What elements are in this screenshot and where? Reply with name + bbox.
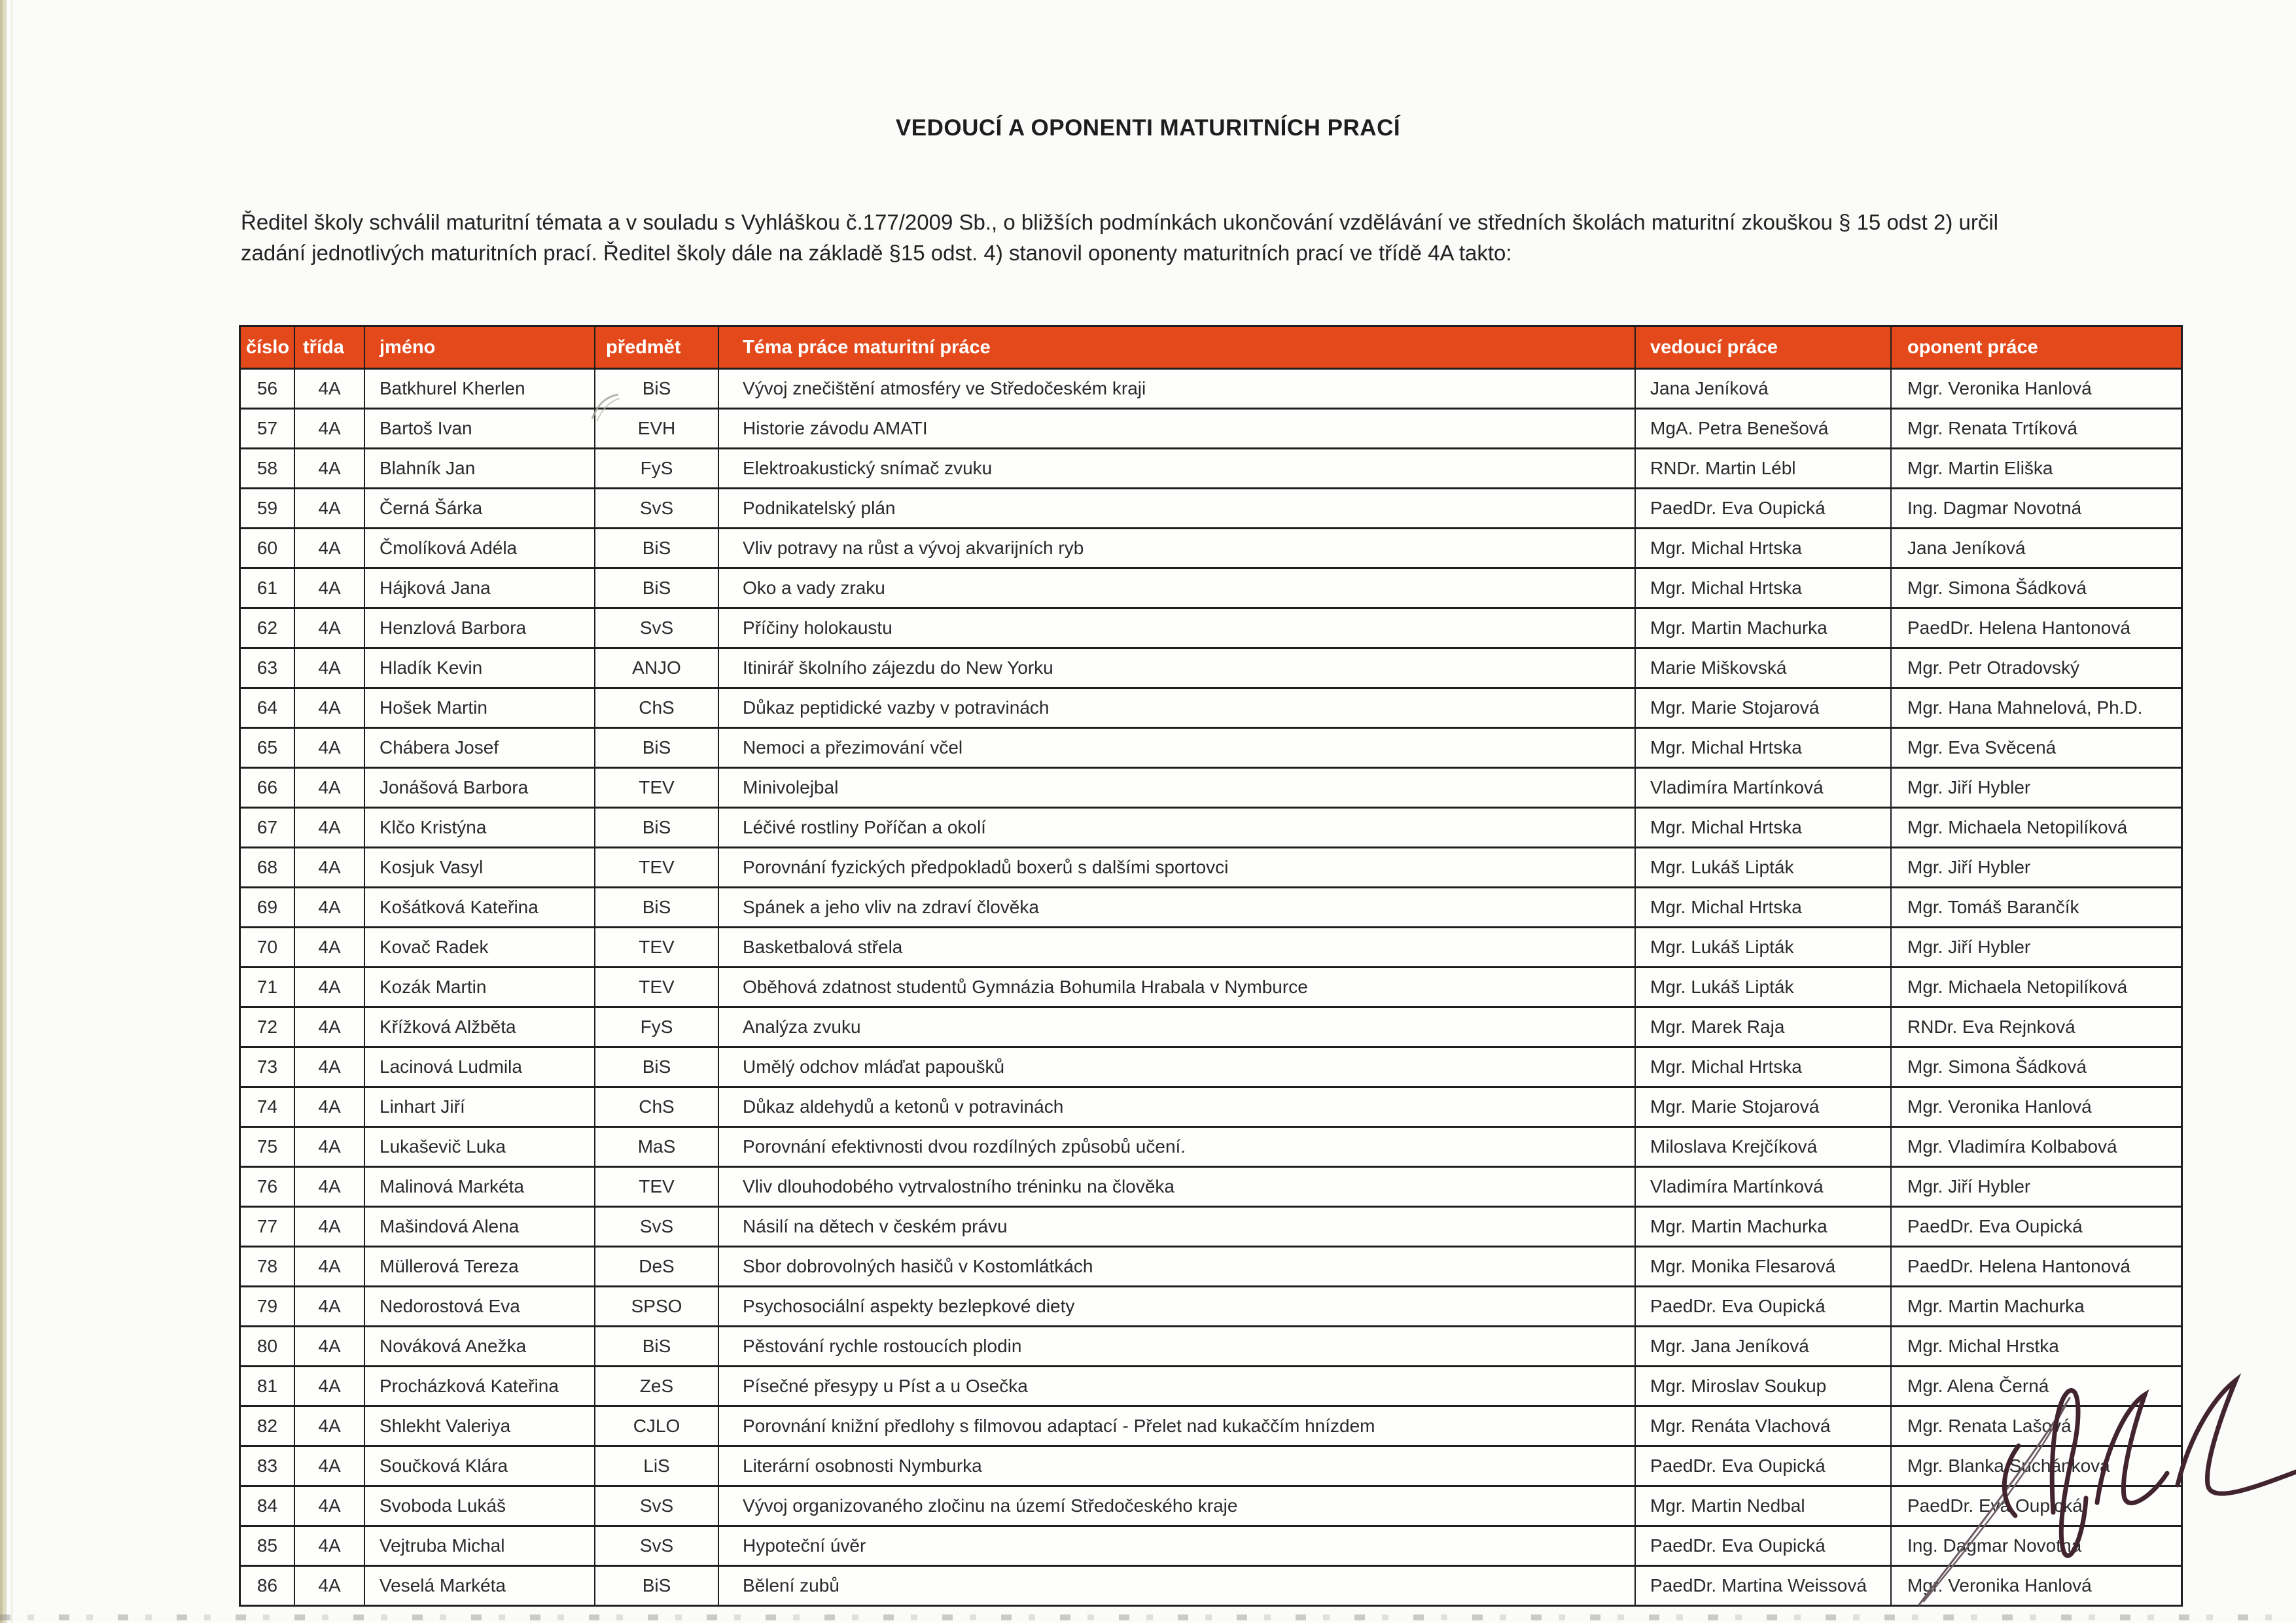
table-row <box>240 888 2182 928</box>
cell-class: 4A <box>294 1047 364 1087</box>
cell-class: 4A <box>294 1446 364 1486</box>
cell-topic: Basketbalová střela <box>718 928 1635 968</box>
cell-supervisor: Mgr. Michal Hrtska <box>1635 568 1891 608</box>
cell-class: 4A <box>294 529 364 568</box>
cell-num: 66 <box>240 768 295 808</box>
cell-supervisor: PaedDr. Martina Weissová <box>1635 1566 1891 1606</box>
cell-topic: Vývoj organizovaného zločinu na území Středočeského kraje <box>718 1486 1635 1526</box>
cell-subject: BiS <box>595 808 718 848</box>
cell-supervisor: Mgr. Martin Machurka <box>1635 608 1891 648</box>
cell-name: Hošek Martin <box>364 688 595 728</box>
cell-name: Batkhurel Kherlen <box>364 369 595 409</box>
cell-supervisor: Mgr. Marie Stojarová <box>1635 688 1891 728</box>
cell-name: Černá Šárka <box>364 489 595 529</box>
cell-supervisor: Miloslava Krejčíková <box>1635 1127 1891 1167</box>
cell-name: Linhart Jiří <box>364 1087 595 1127</box>
cell-num: 74 <box>240 1087 295 1127</box>
cell-topic: Sbor dobrovolných hasičů v Kostomlátkách <box>718 1247 1635 1287</box>
cell-name: Vejtruba Michal <box>364 1526 595 1566</box>
cell-num: 65 <box>240 728 295 768</box>
cell-supervisor: Vladimíra Martínková <box>1635 1167 1891 1207</box>
cell-subject: MaS <box>595 1127 718 1167</box>
cell-supervisor: Mgr. Marie Stojarová <box>1635 1087 1891 1127</box>
cell-opponent: Mgr. Jiří Hybler <box>1891 1167 2182 1207</box>
table-row <box>240 489 2182 529</box>
table-row <box>240 1087 2182 1127</box>
cell-name: Müllerová Tereza <box>364 1247 595 1287</box>
cell-opponent: Jana Jeníková <box>1891 529 2182 568</box>
cell-name: Nedorostová Eva <box>364 1287 595 1327</box>
cell-class: 4A <box>294 369 364 409</box>
cell-class: 4A <box>294 768 364 808</box>
cell-supervisor: Mgr. Lukáš Lipták <box>1635 968 1891 1007</box>
cell-name: Klčo Kristýna <box>364 808 595 848</box>
cell-topic: Porovnání efektivnosti dvou rozdílných způsobů učení. <box>718 1127 1635 1167</box>
cell-name: Procházková Kateřina <box>364 1367 595 1406</box>
cell-opponent: Mgr. Jiří Hybler <box>1891 848 2182 888</box>
cell-opponent: Mgr. Michaela Netopilíková <box>1891 808 2182 848</box>
cell-class: 4A <box>294 1526 364 1566</box>
column-header-topic: Téma práce maturitní práce <box>718 326 1635 369</box>
cell-supervisor: Mgr. Michal Hrtska <box>1635 728 1891 768</box>
cell-num: 64 <box>240 688 295 728</box>
cell-supervisor: Mgr. Lukáš Lipták <box>1635 928 1891 968</box>
table-row <box>240 688 2182 728</box>
cell-opponent: Ing. Dagmar Novotná <box>1891 489 2182 529</box>
table-row <box>240 409 2182 449</box>
cell-topic: Psychosociální aspekty bezlepkové diety <box>718 1287 1635 1327</box>
cell-supervisor: MgA. Petra Benešová <box>1635 409 1891 449</box>
cell-opponent: Mgr. Renata Trtíková <box>1891 409 2182 449</box>
table-row <box>240 968 2182 1007</box>
cell-num: 57 <box>240 409 295 449</box>
cell-topic: Podnikatelský plán <box>718 489 1635 529</box>
cell-subject: LiS <box>595 1446 718 1486</box>
cell-name: Veselá Markéta <box>364 1566 595 1606</box>
cell-topic: Léčivé rostliny Poříčan a okolí <box>718 808 1635 848</box>
column-header-class: třída <box>294 326 364 369</box>
table-row <box>240 808 2182 848</box>
cell-supervisor: Mgr. Michal Hrtska <box>1635 529 1891 568</box>
cell-subject: BiS <box>595 369 718 409</box>
cell-supervisor: Mgr. Martin Machurka <box>1635 1207 1891 1247</box>
cell-opponent: PaedDr. Eva Oupická <box>1891 1486 2182 1526</box>
cell-class: 4A <box>294 848 364 888</box>
table-row <box>240 1127 2182 1167</box>
cell-supervisor: PaedDr. Eva Oupická <box>1635 489 1891 529</box>
scan-edge-left-faint <box>11 0 12 1623</box>
cell-num: 81 <box>240 1367 295 1406</box>
cell-subject: SvS <box>595 608 718 648</box>
cell-num: 78 <box>240 1247 295 1287</box>
cell-subject: BiS <box>595 1566 718 1606</box>
cell-supervisor: PaedDr. Eva Oupická <box>1635 1287 1891 1327</box>
cell-num: 58 <box>240 449 295 489</box>
cell-class: 4A <box>294 1007 364 1047</box>
cell-name: Čmolíková Adéla <box>364 529 595 568</box>
cell-topic: Itinirář školního zájezdu do New Yorku <box>718 648 1635 688</box>
cell-supervisor: Mgr. Miroslav Soukup <box>1635 1367 1891 1406</box>
intro-paragraph: Ředitel školy schválil maturitní témata a v souladu s Vyhláškou č.177/2009 Sb., o bližších podmínkách ukončování vzdělávání ve středních školách maturitní zkouškou § 15 odst 2) určil zadání jednotlivých maturitních prací. Ředitel školy dále na základě §15 odst. 4) stanovil oponenty maturitních prací ve třídě 4A takto: <box>241 210 1999 265</box>
cell-opponent: Mgr. Jiří Hybler <box>1891 768 2182 808</box>
cell-class: 4A <box>294 648 364 688</box>
cell-class: 4A <box>294 888 364 928</box>
column-header-num: číslo <box>240 326 295 369</box>
cell-class: 4A <box>294 968 364 1007</box>
cell-class: 4A <box>294 808 364 848</box>
cell-num: 82 <box>240 1406 295 1446</box>
cell-topic: Spánek a jeho vliv na zdraví člověka <box>718 888 1635 928</box>
cell-subject: ChS <box>595 1087 718 1127</box>
column-header-supervisor: vedoucí práce <box>1635 326 1891 369</box>
cell-subject: SvS <box>595 489 718 529</box>
cell-num: 56 <box>240 369 295 409</box>
column-header-opponent: oponent práce <box>1891 326 2182 369</box>
cell-opponent: Mgr. Michaela Netopilíková <box>1891 968 2182 1007</box>
cell-class: 4A <box>294 1367 364 1406</box>
table-row <box>240 1247 2182 1287</box>
cell-opponent: Mgr. Simona Šádková <box>1891 568 2182 608</box>
page-title: VEDOUCÍ A OPONENTI MATURITNÍCH PRACÍ <box>895 115 1401 141</box>
cell-supervisor: Mgr. Jana Jeníková <box>1635 1327 1891 1367</box>
cell-name: Jonášová Barbora <box>364 768 595 808</box>
cell-num: 61 <box>240 568 295 608</box>
cell-subject: DeS <box>595 1247 718 1287</box>
cell-subject: FyS <box>595 1007 718 1047</box>
cell-topic: Bělení zubů <box>718 1566 1635 1606</box>
cell-num: 62 <box>240 608 295 648</box>
cell-subject: BiS <box>595 1047 718 1087</box>
cell-opponent: PaedDr. Helena Hantonová <box>1891 608 2182 648</box>
cell-name: Henzlová Barbora <box>364 608 595 648</box>
cell-opponent: Mgr. Hana Mahnelová, Ph.D. <box>1891 688 2182 728</box>
cell-topic: Nemoci a přezimování včel <box>718 728 1635 768</box>
cell-name: Hájková Jana <box>364 568 595 608</box>
cell-topic: Oběhová zdatnost studentů Gymnázia Bohumila Hrabala v Nymburce <box>718 968 1635 1007</box>
cell-num: 83 <box>240 1446 295 1486</box>
cell-class: 4A <box>294 1486 364 1526</box>
cell-topic: Vliv dlouhodobého vytrvalostního tréninku na člověka <box>718 1167 1635 1207</box>
cell-name: Lacinová Ludmila <box>364 1047 595 1087</box>
cell-supervisor: Mgr. Martin Nedbal <box>1635 1486 1891 1526</box>
cell-num: 84 <box>240 1486 295 1526</box>
table-row <box>240 728 2182 768</box>
cell-topic: Minivolejbal <box>718 768 1635 808</box>
table-row <box>240 648 2182 688</box>
cell-opponent: Mgr. Michal Hrstka <box>1891 1327 2182 1367</box>
scan-edge-bottom <box>0 1614 2296 1620</box>
table-row <box>240 1007 2182 1047</box>
pencil-mark-artifact <box>586 391 626 425</box>
cell-name: Křížková Alžběta <box>364 1007 595 1047</box>
cell-class: 4A <box>294 409 364 449</box>
cell-subject: BiS <box>595 888 718 928</box>
cell-opponent: Mgr. Tomáš Barančík <box>1891 888 2182 928</box>
cell-topic: Oko a vady zraku <box>718 568 1635 608</box>
cell-topic: Vývoj znečištění atmosféry ve Středočeském kraji <box>718 369 1635 409</box>
cell-class: 4A <box>294 1167 364 1207</box>
cell-topic: Umělý odchov mláďat papoušků <box>718 1047 1635 1087</box>
cell-name: Košátková Kateřina <box>364 888 595 928</box>
cell-num: 60 <box>240 529 295 568</box>
cell-topic: Vliv potravy na růst a vývoj akvarijních ryb <box>718 529 1635 568</box>
cell-opponent: Mgr. Renata Lašová <box>1891 1406 2182 1446</box>
cell-supervisor: Mgr. Marek Raja <box>1635 1007 1891 1047</box>
cell-class: 4A <box>294 1566 364 1606</box>
cell-class: 4A <box>294 568 364 608</box>
cell-opponent: Mgr. Eva Svěcená <box>1891 728 2182 768</box>
cell-num: 69 <box>240 888 295 928</box>
cell-opponent: RNDr. Eva Rejnková <box>1891 1007 2182 1047</box>
cell-supervisor: Mgr. Michal Hrtska <box>1635 808 1891 848</box>
table-row <box>240 1167 2182 1207</box>
cell-name: Kovač Radek <box>364 928 595 968</box>
table-row <box>240 568 2182 608</box>
cell-opponent: Mgr. Alena Černá <box>1891 1367 2182 1406</box>
cell-class: 4A <box>294 1327 364 1367</box>
cell-class: 4A <box>294 449 364 489</box>
cell-opponent: Mgr. Vladimíra Kolbabová <box>1891 1127 2182 1167</box>
cell-name: Blahník Jan <box>364 449 595 489</box>
table-row <box>240 1207 2182 1247</box>
cell-supervisor: Mgr. Michal Hrtska <box>1635 1047 1891 1087</box>
cell-num: 71 <box>240 968 295 1007</box>
table-row <box>240 449 2182 489</box>
cell-num: 76 <box>240 1167 295 1207</box>
cell-num: 63 <box>240 648 295 688</box>
cell-opponent: Mgr. Martin Machurka <box>1891 1287 2182 1327</box>
cell-class: 4A <box>294 489 364 529</box>
cell-opponent: Ing. Dagmar Novotná <box>1891 1526 2182 1566</box>
cell-topic: Důkaz peptidické vazby v potravinách <box>718 688 1635 728</box>
cell-name: Součková Klára <box>364 1446 595 1486</box>
cell-opponent: Mgr. Jiří Hybler <box>1891 928 2182 968</box>
cell-topic: Písečné přesypy u Píst a u Osečka <box>718 1367 1635 1406</box>
table-row <box>240 608 2182 648</box>
cell-subject: TEV <box>595 848 718 888</box>
cell-name: Malinová Markéta <box>364 1167 595 1207</box>
cell-subject: ZeS <box>595 1367 718 1406</box>
cell-subject: BiS <box>595 568 718 608</box>
cell-name: Lukaševič Luka <box>364 1127 595 1167</box>
table-row <box>240 369 2182 409</box>
cell-subject: CJLO <box>595 1406 718 1446</box>
cell-opponent: Mgr. Petr Otradovský <box>1891 648 2182 688</box>
cell-name: Shlekht Valeriya <box>364 1406 595 1446</box>
cell-topic: Hypoteční úvěr <box>718 1526 1635 1566</box>
cell-subject: SvS <box>595 1207 718 1247</box>
cell-topic: Historie závodu AMATI <box>718 409 1635 449</box>
cell-subject: TEV <box>595 928 718 968</box>
cell-num: 59 <box>240 489 295 529</box>
cell-supervisor: PaedDr. Eva Oupická <box>1635 1526 1891 1566</box>
cell-class: 4A <box>294 1287 364 1327</box>
cell-num: 75 <box>240 1127 295 1167</box>
cell-subject: FyS <box>595 449 718 489</box>
cell-subject: EVH <box>595 409 718 449</box>
cell-subject: SvS <box>595 1486 718 1526</box>
scan-edge-left-light <box>3 0 7 1623</box>
cell-num: 68 <box>240 848 295 888</box>
cell-num: 67 <box>240 808 295 848</box>
cell-supervisor: Mgr. Renáta Vlachová <box>1635 1406 1891 1446</box>
cell-num: 70 <box>240 928 295 968</box>
cell-class: 4A <box>294 608 364 648</box>
cell-class: 4A <box>294 1247 364 1287</box>
cell-subject: ANJO <box>595 648 718 688</box>
cell-topic: Násilí na dětech v českém právu <box>718 1207 1635 1247</box>
column-header-name: jméno <box>364 326 595 369</box>
column-header-subject: předmět <box>595 326 718 369</box>
cell-opponent: Mgr. Veronika Hanlová <box>1891 369 2182 409</box>
cell-num: 86 <box>240 1566 295 1606</box>
cell-subject: BiS <box>595 529 718 568</box>
table-row <box>240 848 2182 888</box>
cell-class: 4A <box>294 728 364 768</box>
cell-supervisor: Vladimíra Martínková <box>1635 768 1891 808</box>
signature <box>1884 1348 2296 1623</box>
cell-class: 4A <box>294 1406 364 1446</box>
cell-subject: BiS <box>595 1327 718 1367</box>
cell-opponent: PaedDr. Eva Oupická <box>1891 1207 2182 1247</box>
table-row <box>240 768 2182 808</box>
cell-opponent: PaedDr. Helena Hantonová <box>1891 1247 2182 1287</box>
cell-class: 4A <box>294 1127 364 1167</box>
cell-name: Bartoš Ivan <box>364 409 595 449</box>
cell-name: Hladík Kevin <box>364 648 595 688</box>
cell-name: Svoboda Lukáš <box>364 1486 595 1526</box>
table-header-row <box>240 326 2182 369</box>
cell-subject: TEV <box>595 1167 718 1207</box>
cell-supervisor: Mgr. Lukáš Lipták <box>1635 848 1891 888</box>
table-header <box>240 326 2182 369</box>
cell-opponent: Mgr. Blanka Suchánková <box>1891 1446 2182 1486</box>
cell-subject: TEV <box>595 968 718 1007</box>
cell-subject: TEV <box>595 768 718 808</box>
cell-name: Kozák Martin <box>364 968 595 1007</box>
table-row <box>240 529 2182 568</box>
cell-class: 4A <box>294 688 364 728</box>
table-row <box>240 1287 2182 1327</box>
cell-topic: Pěstování rychle rostoucích plodin <box>718 1327 1635 1367</box>
cell-supervisor: Mgr. Michal Hrtska <box>1635 888 1891 928</box>
cell-subject: BiS <box>595 728 718 768</box>
table-row <box>240 928 2182 968</box>
cell-opponent: Mgr. Martin Eliška <box>1891 449 2182 489</box>
cell-topic: Porovnání fyzických předpokladů boxerů s dalšími sportovci <box>718 848 1635 888</box>
cell-topic: Porovnání knižní předlohy s filmovou adaptací - Přelet nad kukaččím hnízdem <box>718 1406 1635 1446</box>
cell-num: 72 <box>240 1007 295 1047</box>
cell-subject: SPSO <box>595 1287 718 1327</box>
cell-opponent: Mgr. Veronika Hanlová <box>1891 1087 2182 1127</box>
cell-topic: Literární osobnosti Nymburka <box>718 1446 1635 1486</box>
cell-name: Mašindová Alena <box>364 1207 595 1247</box>
cell-supervisor: PaedDr. Eva Oupická <box>1635 1446 1891 1486</box>
cell-supervisor: Mgr. Monika Flesarová <box>1635 1247 1891 1287</box>
cell-topic: Elektroakustický snímač zvuku <box>718 449 1635 489</box>
cell-supervisor: Marie Miškovská <box>1635 648 1891 688</box>
cell-name: Chábera Josef <box>364 728 595 768</box>
cell-topic: Příčiny holokaustu <box>718 608 1635 648</box>
cell-num: 77 <box>240 1207 295 1247</box>
cell-class: 4A <box>294 1207 364 1247</box>
cell-opponent: Mgr. Simona Šádková <box>1891 1047 2182 1087</box>
cell-subject: ChS <box>595 688 718 728</box>
cell-name: Nováková Anežka <box>364 1327 595 1367</box>
cell-num: 80 <box>240 1327 295 1367</box>
cell-subject: SvS <box>595 1526 718 1566</box>
cell-topic: Důkaz aldehydů a ketonů v potravinách <box>718 1087 1635 1127</box>
cell-supervisor: RNDr. Martin Lébl <box>1635 449 1891 489</box>
cell-name: Kosjuk Vasyl <box>364 848 595 888</box>
cell-opponent: Mgr. Veronika Hanlová <box>1891 1566 2182 1606</box>
cell-num: 79 <box>240 1287 295 1327</box>
table-row <box>240 1047 2182 1087</box>
cell-supervisor: Jana Jeníková <box>1635 369 1891 409</box>
cell-num: 73 <box>240 1047 295 1087</box>
cell-class: 4A <box>294 928 364 968</box>
cell-topic: Analýza zvuku <box>718 1007 1635 1047</box>
cell-class: 4A <box>294 1087 364 1127</box>
cell-num: 85 <box>240 1526 295 1566</box>
